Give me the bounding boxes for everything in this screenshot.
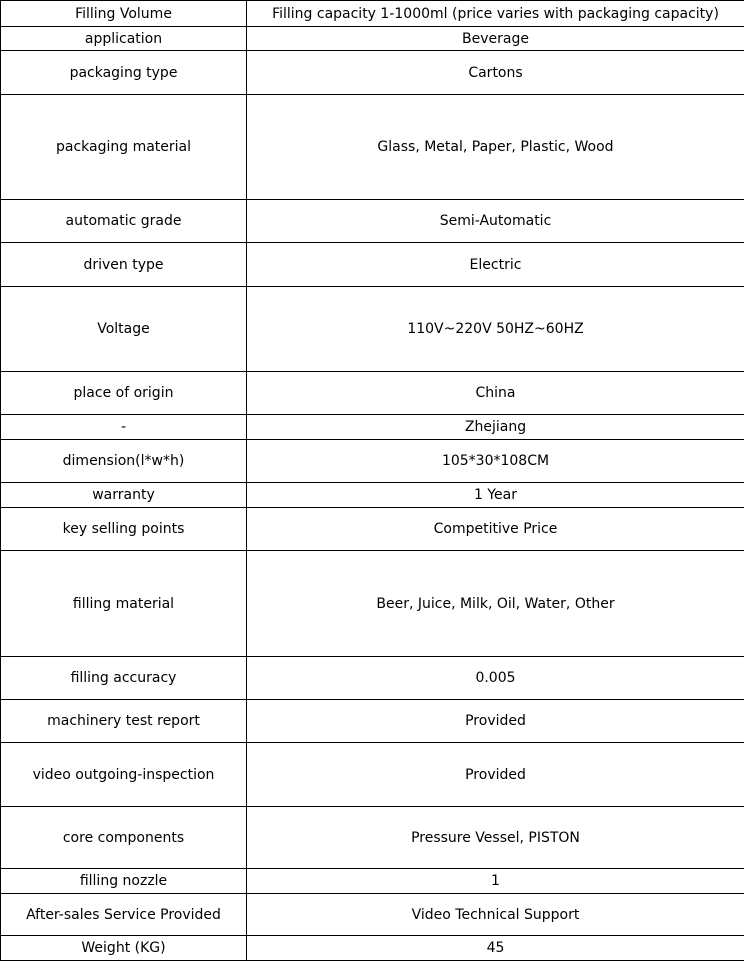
spec-label-filling-accuracy: filling accuracy (1, 657, 247, 700)
spec-value-packaging-material: Glass, Metal, Paper, Plastic, Wood (247, 95, 744, 200)
spec-value-warranty: 1 Year (247, 483, 744, 508)
spec-value-application: Beverage (247, 27, 744, 51)
spec-value-origin-region: Zhejiang (247, 415, 744, 440)
table-row (1, 200, 744, 243)
spec-value-packaging-type: Cartons (247, 51, 744, 95)
spec-label-voltage: Voltage (1, 287, 247, 372)
table-row (1, 287, 744, 372)
spec-value-filling-material: Beer, Juice, Milk, Oil, Water, Other (247, 551, 744, 657)
spec-value-filling-accuracy: 0.005 (247, 657, 744, 700)
spec-value-automatic-grade: Semi-Automatic (247, 200, 744, 243)
table-row (1, 936, 744, 961)
spec-value-key-selling-points: Competitive Price (247, 508, 744, 551)
table-row (1, 372, 744, 415)
spec-value-after-sales-service: Video Technical Support (247, 894, 744, 936)
spec-label-filling-material: filling material (1, 551, 247, 657)
spec-label-filling-nozzle: filling nozzle (1, 869, 247, 894)
table-row (1, 51, 744, 95)
table-row (1, 243, 744, 287)
table-row (1, 483, 744, 508)
spec-value-place-of-origin: China (247, 372, 744, 415)
table-row (1, 95, 744, 200)
spec-label-video-outgoing-inspection: video outgoing-inspection (1, 743, 247, 807)
spec-label-warranty: warranty (1, 483, 247, 508)
spec-value-dimension: 105*30*108CM (247, 440, 744, 483)
table-row (1, 869, 744, 894)
table-row (1, 807, 744, 869)
spec-label-machinery-test-report: machinery test report (1, 700, 247, 743)
table-row (1, 894, 744, 936)
spec-label-place-of-origin: place of origin (1, 372, 247, 415)
spec-label-automatic-grade: automatic grade (1, 200, 247, 243)
spec-label-driven-type: driven type (1, 243, 247, 287)
spec-label-filling-volume: Filling Volume (1, 1, 247, 27)
spec-label-packaging-material: packaging material (1, 95, 247, 200)
spec-value-voltage: 110V~220V 50HZ~60HZ (247, 287, 744, 372)
spec-value-filling-volume: Filling capacity 1-1000ml (price varies with packaging capacity) (247, 1, 744, 27)
table-row (1, 743, 744, 807)
table-row (1, 415, 744, 440)
spec-label-origin-region: - (1, 415, 247, 440)
spec-label-core-components: core components (1, 807, 247, 869)
spec-value-core-components: Pressure Vessel, PISTON (247, 807, 744, 869)
table-row (1, 700, 744, 743)
spec-label-weight: Weight (KG) (1, 936, 247, 961)
table-row (1, 508, 744, 551)
spec-label-packaging-type: packaging type (1, 51, 247, 95)
spec-label-after-sales-service: After-sales Service Provided (1, 894, 247, 936)
spec-label-application: application (1, 27, 247, 51)
spec-label-key-selling-points: key selling points (1, 508, 247, 551)
spec-value-machinery-test-report: Provided (247, 700, 744, 743)
table-row (1, 27, 744, 51)
spec-value-video-outgoing-inspection: Provided (247, 743, 744, 807)
table-row (1, 1, 744, 27)
spec-value-driven-type: Electric (247, 243, 744, 287)
table-row (1, 551, 744, 657)
table-row (1, 657, 744, 700)
table-row (1, 440, 744, 483)
spec-value-filling-nozzle: 1 (247, 869, 744, 894)
spec-value-weight: 45 (247, 936, 744, 961)
spec-label-dimension: dimension(l*w*h) (1, 440, 247, 483)
